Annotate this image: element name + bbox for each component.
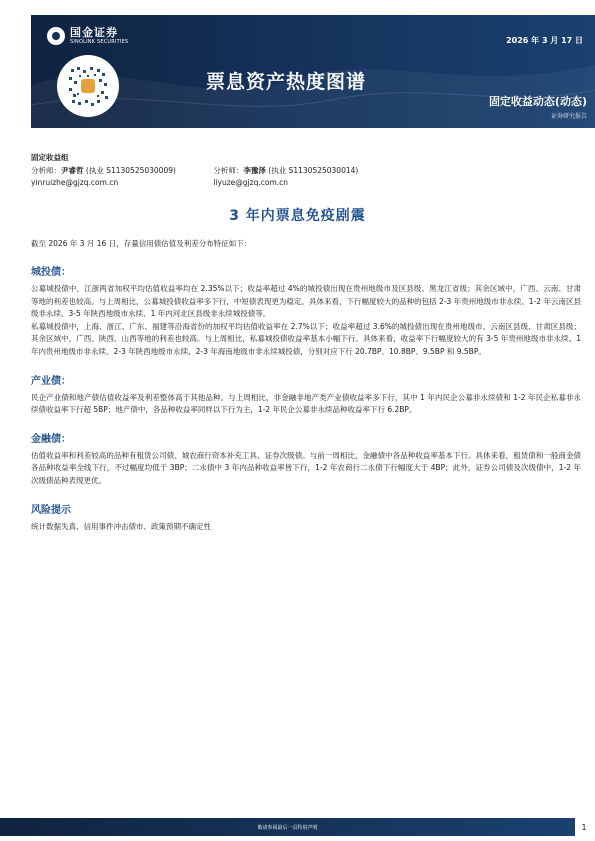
analyst-name: 李豫泽 (243, 166, 266, 175)
analyst-2 (213, 165, 358, 189)
analyst-license: (执业 S1130525030014) (268, 166, 359, 175)
report-type: 固定收益动态(动态) (488, 95, 587, 108)
section-heading: 城投债： (31, 267, 71, 278)
logo-cn-text: 国金证券 (70, 26, 118, 39)
section-paragraph: 估值收益率和利差较高的品种有租赁公司债、城农商行资本补充工具、证券次级债。与前一周相比，金融债中各品种收益率基本下行。具体来看，租赁债和一般商金债各品种收益率全线下行，不过幅度均低于 3BP；二永债中 3 年内品种收益率皆下行，1-2 年农商行二永债下行幅度大于 4BP；此外，证券公司债及次级债中，1-2 年次级债品种表现更优。 (31, 450, 581, 485)
logo-mark-icon (47, 27, 65, 45)
section-paragraph: 公募城投债中，江浙两省加权平均估值收益率均在 2.35%以下；收益率超过 4%的城投债出现在贵州地级市及区县级、黑龙江省级；其余区域中，广西、云南、甘肃等地的利差也较高。与上周相比，公募城投债收益率多下行，中短债表现更为稳定。具体来看，下行幅度较大的品种的包括 2-3 年贵州地级市非永续、1-2 年云南区县级非永续、3-5 年陕西地级市永续、1 年内河北区县级非永续城投债等。 (31, 284, 581, 319)
analyst-email[interactable]: yinruizhe@gjzq.com.cn (31, 178, 119, 187)
analyst-label: 分析师： (31, 166, 61, 175)
report-body (31, 238, 581, 533)
section-paragraph: 统计数据失真、信用事件冲击债市、政策预期不确定性 (31, 521, 211, 531)
section-risk (31, 501, 581, 534)
section-paragraph: 私募城投债中，上海、浙江、广东、福建等沿海省份的加权平均估值收益率在 2.7%以下；收益率超过 3.6%的城投债出现在贵州地级市、云南区县级、甘肃区县级；其余区域中，广西、陕西、山西等地的利差也较高。与上周相比，私募城投债收益率基本小幅下行。具体来看，收益率下行幅度较大的有 3-5 年贵州地级市非永续、1 年内贵州地级市非永续、2-3 年陕西地级市永续、2-3 年海南地级市非永续城投债，分别对应下行 20.7BP、10.8BP、9.5BP 和 9.5BP。 (31, 321, 581, 356)
team-name: 固定收益组 (31, 153, 69, 162)
qr-code-icon (57, 55, 119, 117)
section-heading: 金融债： (31, 433, 71, 445)
report-banner (31, 15, 595, 128)
analyst-name: 尹睿哲 (61, 166, 84, 175)
banner-title: 票息资产热度图谱 (206, 71, 367, 93)
section-heading: 产业债： (31, 375, 71, 387)
company-logo (47, 27, 128, 45)
footer-disclaimer: 敬请参阅最后一页特别声明 (257, 825, 318, 831)
report-date: 2026 年 3 月 17 日 (506, 36, 583, 45)
section-heading: 风险提示 (31, 504, 71, 516)
analyst-1 (31, 165, 211, 189)
analyst-block (31, 165, 358, 189)
section-chengtou (31, 263, 581, 359)
section-financial (31, 430, 581, 488)
analyst-label: 分析师： (213, 166, 244, 175)
analyst-license: (执业 S1130525030009) (85, 166, 176, 175)
report-title: 3 年内票息免疫剧震 (229, 208, 366, 224)
qr-center-logo-icon (81, 79, 95, 93)
page-number: 1 (581, 823, 587, 832)
report-subtype: 证券研究报告 (550, 113, 587, 120)
analyst-email[interactable]: liyuze@gjzq.com.cn (213, 178, 289, 187)
section-industrial (31, 372, 581, 417)
section-paragraph: 民企产业债和地产债估值收益率及利差整体高于其他品种。与上周相比，非金融非地产类产业债收益率多下行，其中 1 年内民企公募非永续债和 1-2 年民企私募非永续债收益率下行超 5BP；地产债中，各品种收益率同样以下行为主，1-2 年民企公募非永续品种收益率下行 6.2BP。 (31, 392, 581, 415)
lead-paragraph: 截至 2026 年 3 月 16 日，存量信用债估值及利差分布特征如下： (31, 239, 252, 248)
logo-en-text: SINOLINK SECURITIES (70, 39, 129, 45)
